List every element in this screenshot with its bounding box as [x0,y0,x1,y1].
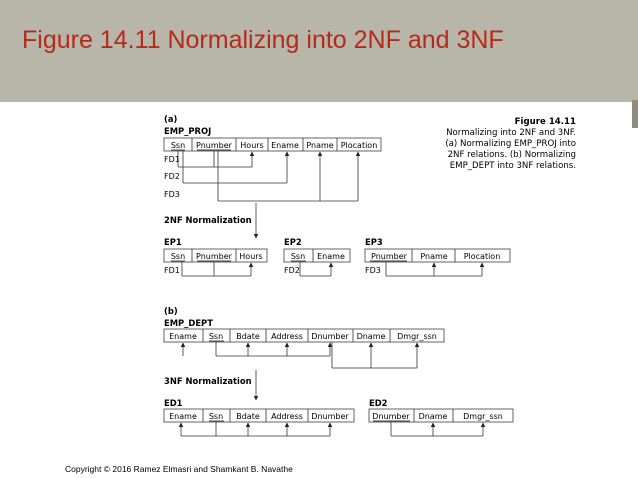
ep1-name: EP1 [164,237,182,247]
ed2-fd-lines [391,422,483,436]
ep3-name: EP3 [365,237,383,247]
fd1-label: FD1 [164,155,180,164]
figure-caption [410,117,576,172]
ep2-fd-lines [300,262,331,276]
emp-proj-ename: Ename [271,141,299,150]
emp-dept-ssn: Ssn [208,332,224,341]
emp-proj-ssn: Ssn [170,141,186,150]
ed1-ssn: Ssn [208,412,224,421]
ep3-fd-lines [386,262,482,276]
caption-line-3: 2NF relations. (b) Normalizing [447,150,576,160]
ep3-pname: Pname [420,252,448,261]
emp-dept-ename: Ename [169,332,197,341]
ed2-table [369,409,513,422]
ed2-dnumber: Dnumber [372,412,410,421]
emp-dept-dmgr-ssn: Dmgr_ssn [397,332,437,341]
emp-proj-pnumber: Pnumber [196,141,232,150]
ep3-fd-label: FD3 [365,266,381,275]
ep2-ssn: Ssn [290,252,306,261]
copyright-footer: Copyright © 2016 Ramez Elmasri and Shamkant B. Navathe [65,464,293,474]
emp-dept-bdate: Bdate [236,332,260,341]
ed1-table [164,409,354,422]
ep1-fd-label: FD1 [164,266,180,275]
ed1-dnumber: Dnumber [311,412,349,421]
ed2-dname: Dname [418,412,448,421]
emp-dept-table [164,329,444,342]
fd2-label: FD2 [164,172,180,181]
ed2-dmgr-ssn: Dmgr_ssn [463,412,503,421]
emp-proj-pname: Pname [306,141,334,150]
caption-title: Figure 14.11 [514,117,576,127]
3nf-normalization-label: 3NF Normalization [164,376,252,386]
emp-dept-dnumber: Dnumber [311,332,349,341]
caption-line-2: (a) Normalizing EMP_PROJ into [445,139,576,149]
emp-dept-fd-lines [183,342,417,368]
ed1-bdate: Bdate [236,412,260,421]
ep1-ssn: Ssn [170,252,186,261]
ed1-name: ED1 [164,398,183,408]
emp-dept-dname: Dname [356,332,386,341]
ed1-ename: Ename [169,412,197,421]
emp-proj-name: EMP_PROJ [164,126,212,136]
emp-dept-address: Address [271,332,303,341]
ep1-table [164,249,267,262]
fd3-label: FD3 [164,190,180,199]
emp-proj-table [164,138,381,151]
ed2-name: ED2 [369,398,388,408]
emp-proj-plocation: Plocation [340,141,378,150]
ed1-fd-lines [181,422,330,436]
ep2-ename: Ename [317,252,345,261]
part-b-label: (b) [164,306,178,316]
ep2-fd-label: FD2 [284,266,300,275]
ep1-fd-lines [182,262,251,276]
emp-proj-fd-lines [178,151,358,201]
ep2-name: EP2 [284,237,302,247]
emp-dept-name: EMP_DEPT [164,318,213,328]
emp-proj-hours: Hours [240,141,264,150]
ep1-pnumber: Pnumber [196,252,232,261]
caption-line-4: EMP_DEPT into 3NF relations. [449,161,576,171]
caption-line-1: Normalizing into 2NF and 3NF. [446,128,576,138]
ep3-plocation: Plocation [463,252,501,261]
ep1-hours: Hours [239,252,263,261]
ed1-address: Address [271,412,303,421]
2nf-normalization-label: 2NF Normalization [164,215,252,225]
ep3-table [365,249,510,262]
ep2-table [284,249,350,262]
ep3-pnumber: Pnumber [371,252,407,261]
slide-title: Figure 14.11 Normalizing into 2NF and 3NF [22,26,504,54]
part-a-label: (a) [164,114,178,124]
